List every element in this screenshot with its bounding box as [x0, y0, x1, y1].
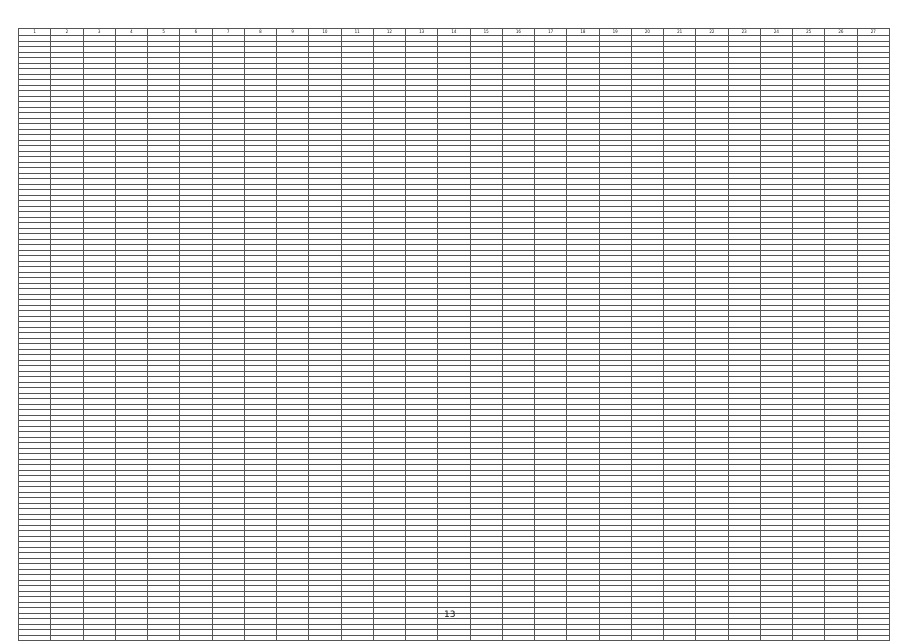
column-number: 15 [470, 29, 502, 36]
column-number: 2 [51, 29, 83, 36]
column-number: 8 [244, 29, 276, 36]
column-number: 4 [115, 29, 147, 36]
column-number: 22 [696, 29, 728, 36]
column-number: 23 [728, 29, 760, 36]
column-number: 9 [277, 29, 309, 36]
column-number: 26 [825, 29, 857, 36]
column-number: 17 [535, 29, 567, 36]
column-number: 5 [148, 29, 180, 36]
column-number: 13 [406, 29, 438, 36]
column-number: 12 [373, 29, 405, 36]
column-number: 16 [502, 29, 534, 36]
column-number: 1 [19, 29, 51, 36]
column-number: 14 [438, 29, 470, 36]
column-number: 6 [180, 29, 212, 36]
table-body [19, 36, 890, 641]
column-number: 11 [341, 29, 373, 36]
column-number-row [19, 29, 890, 36]
page-number: 13 [444, 610, 456, 620]
column-number: 18 [567, 29, 599, 36]
column-number: 27 [857, 29, 890, 36]
data-table-sheet [18, 28, 890, 588]
column-number: 7 [212, 29, 244, 36]
column-number: 20 [631, 29, 663, 36]
column-number: 19 [599, 29, 631, 36]
column-number: 25 [793, 29, 825, 36]
column-number: 21 [664, 29, 696, 36]
column-number: 10 [309, 29, 341, 36]
column-number: 3 [83, 29, 115, 36]
column-number: 24 [760, 29, 792, 36]
data-table [18, 28, 890, 641]
